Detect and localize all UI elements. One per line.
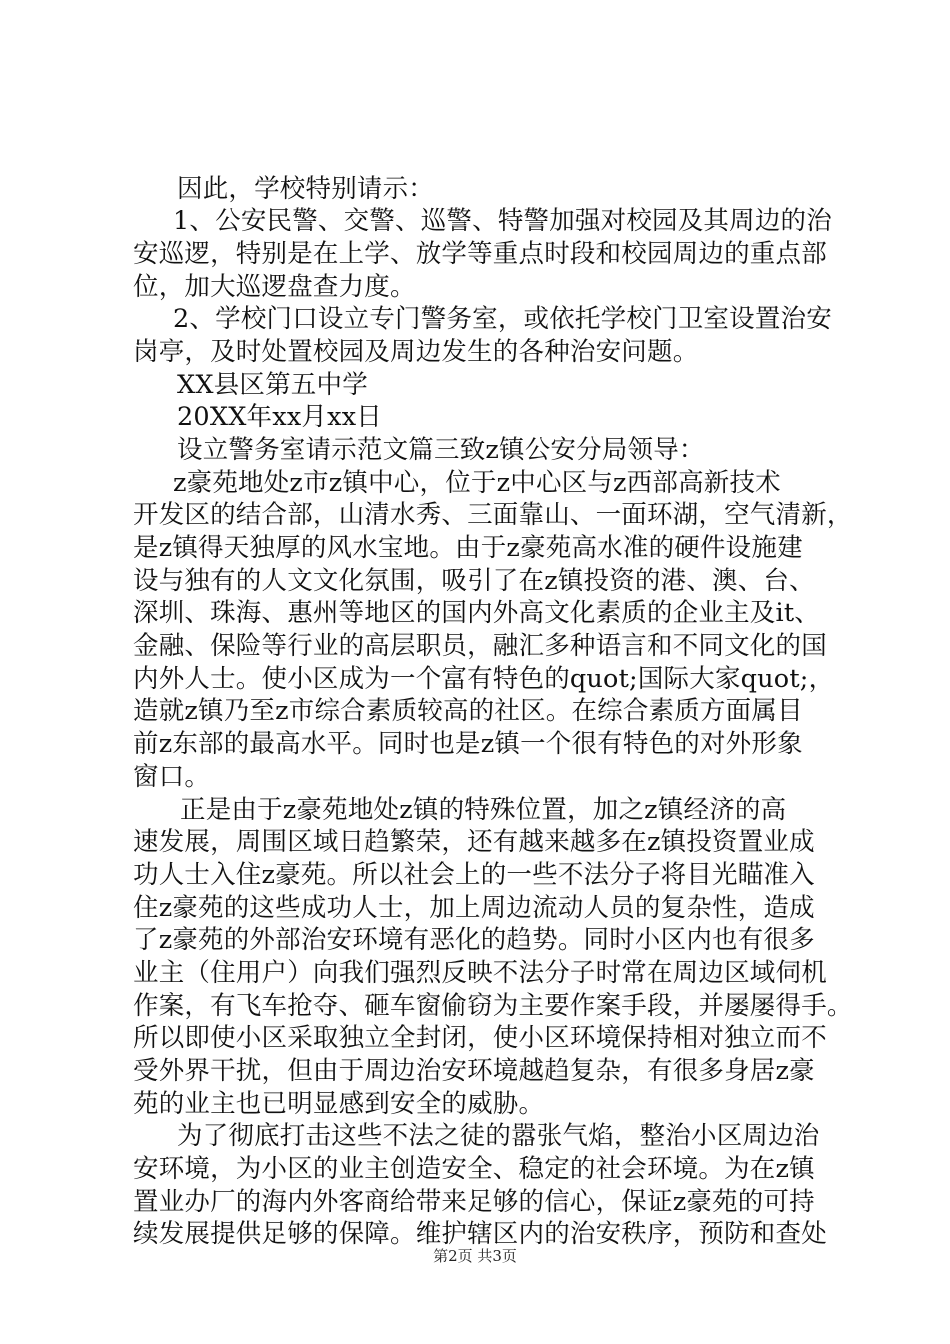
paragraph-line: 设与独有的人文文化氛围，吸引了在z镇投资的港、澳、台、 <box>133 566 815 596</box>
paragraph-line: 因此，学校特别请示： <box>177 174 435 204</box>
paragraph-line: 造就z镇乃至z市综合素质较高的社区。在综合素质方面属目 <box>133 696 803 726</box>
paragraph-line: 1、公安民警、交警、巡警、特警加强对校园及其周边的治 <box>173 206 832 236</box>
paragraph-line: 住z豪苑的这些成功人士，加上周边流动人员的复杂性，造成 <box>133 893 815 923</box>
paragraph-line: 受外界干扰，但由于周边治安环境越趋复杂，有很多身居z豪 <box>133 1056 815 1086</box>
paragraph-line: 业主（住用户）向我们强烈反映不法分子时常在周边区域伺机 <box>133 958 827 988</box>
paragraph-line: 安巡逻，特别是在上学、放学等重点时段和校园周边的重点部 <box>133 239 827 269</box>
paragraph-line: 前z东部的最高水平。同时也是z镇一个很有特色的对外形象 <box>133 729 803 759</box>
paragraph-line: 所以即使小区采取独立全封闭，使小区环境保持相对独立而不 <box>133 1023 827 1053</box>
paragraph-line: 速发展，周围区域日趋繁荣，还有越来越多在z镇投资置业成 <box>133 827 815 857</box>
paragraph-line: 窗口。 <box>133 762 211 792</box>
paragraph-line: 了z豪苑的外部治安环境有恶化的趋势。同时小区内也有很多 <box>133 925 815 955</box>
paragraph-line: 深圳、珠海、惠州等地区的国内外高文化素质的企业主及it、 <box>133 598 821 628</box>
paragraph-line: 内外人士。使小区成为一个富有特色的quot;国际大家quot;， <box>133 664 835 694</box>
paragraph-line: 2、学校门口设立专门警务室，或依托学校门卫室设置治安 <box>173 304 832 334</box>
signature-school: XX县区第五中学 <box>177 370 368 400</box>
section-heading: 设立警务室请示范文篇三致z镇公安分局领导： <box>177 435 705 465</box>
paragraph-line: 金融、保险等行业的高层职员，融汇多种语言和不同文化的国 <box>133 631 827 661</box>
page-number-footer: 第2页 共3页 <box>433 1247 517 1265</box>
paragraph-line: 作案，有飞车抢夺、砸车窗偷窃为主要作案手段，并屡屡得手。 <box>133 991 853 1021</box>
paragraph-line: 为了彻底打击这些不法之徒的嚣张气焰，整治小区周边治 <box>177 1121 820 1151</box>
paragraph-line: 岗亭，及时处置校园及周边发生的各种治安问题。 <box>133 337 699 367</box>
paragraph-line: 苑的业主也已明显感到安全的威胁。 <box>133 1089 545 1119</box>
paragraph-line: 续发展提供足够的保障。维护辖区内的治安秩序，预防和查处 <box>133 1219 827 1249</box>
signature-date: 20XX年xx月xx日 <box>177 402 382 432</box>
paragraph-line: 安环境，为小区的业主创造安全、稳定的社会环境。为在z镇 <box>133 1154 815 1184</box>
paragraph-line: 功人士入住z豪苑。所以社会上的一些不法分子将目光瞄准入 <box>133 860 815 890</box>
paragraph-line: z豪苑地处z市z镇中心，位于z中心区与z西部高新技术 <box>173 468 781 498</box>
paragraph-line: 置业办厂的海内外客商给带来足够的信心，保证z豪苑的可持 <box>133 1187 815 1217</box>
paragraph-line: 正是由于z豪苑地处z镇的特殊位置，加之z镇经济的高 <box>180 795 787 825</box>
paragraph-line: 是z镇得天独厚的风水宝地。由于z豪苑高水准的硬件设施建 <box>133 533 803 563</box>
paragraph-line: 位，加大巡逻盘查力度。 <box>133 272 416 302</box>
paragraph-line: 开发区的结合部，山清水秀、三面靠山、一面环湖，空气清新， <box>133 500 853 530</box>
